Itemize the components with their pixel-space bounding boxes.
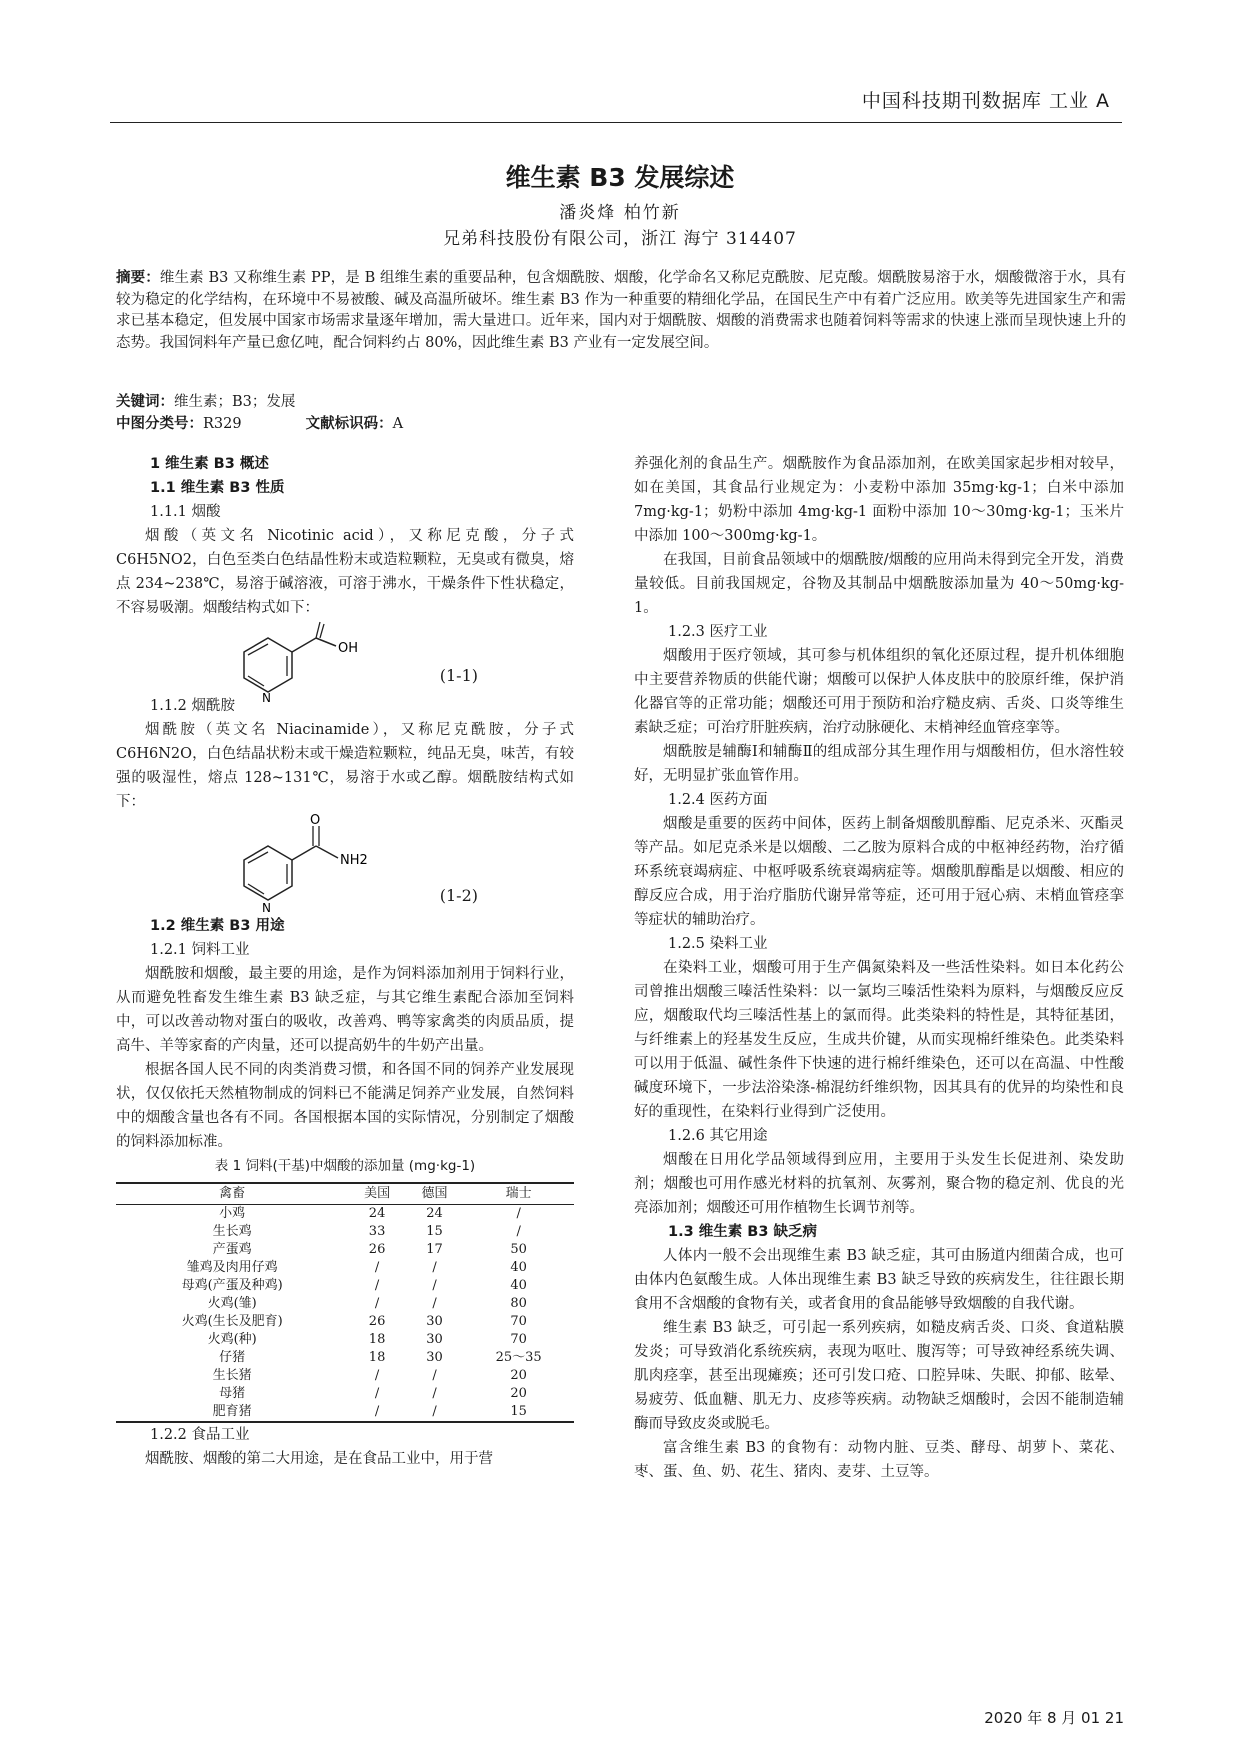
table-header: 瑞士 [463,1183,574,1205]
table-cell: 15 [426,1224,443,1239]
table-cell: 17 [426,1242,443,1257]
left-column [116,452,574,1471]
section-1-2-4-heading: 1.2.4 医药方面 [668,792,768,808]
paragraph: 养强化剂的食品生产。烟酰胺作为食品添加剂，在欧美国家起步相对较早，如在美国，其食品行业规定为：小麦粉中添加 35mg·kg-1；白米中添加 7mg·kg-1；奶粉中添加 4mg·kg-1 面粉中添加 10～30mg·kg-1；玉米片中添加 100～300mg·kg-1。 [634,456,1124,544]
table-cell: 15 [463,1403,574,1422]
table-cell: / [374,1386,380,1401]
table-cell: 30 [426,1350,443,1365]
table-cell: 40 [510,1260,527,1275]
nicotinic-acid-structure [216,620,416,705]
table-cell: 26 [368,1314,386,1329]
paragraph: 在我国，目前食品领域中的烟酰胺/烟酸的应用尚未得到完全开发，消费量较低。目前我国规定，谷物及其制品中烟酰胺添加量为 40～50mg·kg-1。 [634,552,1124,616]
section-1-3-heading: 1.3 维生素 B3 缺乏病 [668,1224,817,1240]
niacin-addition-table [116,1182,574,1423]
table-cell: / [374,1296,380,1311]
paragraph: 维生素 B3 缺乏，可引起一系列疾病，如糙皮病舌炎、口炎、食道粘膜发炎；可导致消化系统疾病，表现为呕吐、腹泻等；可导致神经系统失调、肌肉痉挛，甚至出现瘫痪；还可引发口疮、口腔异味、失眠、抑郁、眩晕、易疲劳、低血糖、肌无力、皮疹等疾病。动物缺乏烟酸时，会因不能制造辅酶而导致皮炎或脱毛。 [634,1320,1124,1432]
table-cell: 20 [510,1368,527,1383]
table-cell: 18 [368,1332,386,1347]
table-row [116,1295,574,1313]
pyridine-ring [244,846,292,900]
journal-name: 中国科技期刊数据库 工业 A [861,90,1110,112]
abstract-label: 摘要： [116,270,160,286]
table-header: 德国 [406,1183,463,1205]
classification [116,412,403,433]
n-atom: N [262,901,271,915]
journal-header [110,84,1122,123]
doc-code-label: 文献标识码： [305,416,393,432]
table-cell: 雏鸡及肉用仔鸡 [186,1260,278,1275]
section-1-2-3-heading: 1.2.3 医疗工业 [668,624,768,640]
table-cell: 24 [368,1206,386,1221]
table-cell: 26 [368,1242,386,1257]
table-row [116,1241,574,1259]
table-cell: / [432,1368,437,1383]
table-cell: 18 [368,1350,386,1365]
article-authors: 潘炎烽 柏竹新 [559,203,681,223]
section-1-2-heading: 1.2 维生素 B3 用途 [150,918,285,934]
table-cell: 50 [510,1242,527,1257]
table-cell: 20 [510,1386,527,1401]
table-cell: 70 [510,1314,527,1329]
table-cell: 生长猪 [212,1368,252,1383]
article-affiliation: 兄弟科技股份有限公司，浙江 海宁 314407 [443,229,797,249]
nh2-label: NH2 [340,853,368,868]
table-cell: 母猪 [219,1386,246,1401]
table-cell: 火鸡(种) [207,1332,257,1347]
formula-number: (1-2) [439,886,478,905]
table-cell: 33 [368,1224,386,1239]
table-header: 美国 [348,1183,405,1205]
paragraph: 烟酰胺（英文名 Niacinamide），又称尼克酰胺，分子式 C6H6N2O，白色结晶状粉末或干燥造粒颗粒，纯品无臭，味苦，有较强的吸湿性，熔点 128~131℃，易溶于水或乙醇。烟酰胺结构式如下： [116,722,574,810]
niacinamide-structure [216,814,416,914]
table-cell: 产蛋鸡 [212,1242,252,1257]
table-cell: / [516,1224,521,1239]
table-cell: 生长鸡 [212,1224,252,1239]
table-cell: 70 [510,1332,527,1347]
keywords [116,390,295,411]
table-header: 禽畜 [116,1183,348,1205]
table-cell: / [348,1403,405,1422]
table-row [116,1205,574,1224]
table-cell: / [432,1386,437,1401]
table-cell: 火鸡(生长及肥育) [181,1314,283,1329]
section-1-1-2-heading: 1.1.2 烟酰胺 [150,698,236,714]
paragraph: 烟酸用于医疗领域，其可参与机体组织的氧化还原过程，提升机体细胞中主要营养物质的供能代谢；烟酸可以保护人体皮肤中的胶原纤维，保护消化器官等的正常功能；烟酸还可用于预防和治疗糙皮病、舌炎、口炎等维生素缺乏症；可治疗肝脏疾病，治疗动脉硬化、末梢神经血管痉挛等。 [634,648,1124,736]
paragraph: 在染料工业，烟酸可用于生产偶氮染料及一些活性染料。如日本化药公司曾推出烟酸三嗪活性染料：以一氯均三嗪活性染料为原料，与烟酸反应反应，烟酸取代均三嗪活性基上的氯而得。此类染料的特性是，其特征基团，与纤维素上的羟基发生反应，生成共价键，从而实现棉纤维染色。此类染料可以用于低温、碱性条件下快速的进行棉纤维染色，还可以在高温、中性酸碱度环境下，一步法浴染涤-棉混纺纤维织物，因其具有的优异的均染性和良好的重现性，在染料行业得到广泛使用。 [634,960,1124,1120]
table-cell: / [432,1278,437,1293]
article-title: 维生素 B3 发展综述 [505,163,735,192]
paragraph: 根据各国人民不同的肉类消费习惯，和各国不同的饲养产业发展现状，仅仅依托天然植物制成的饲料已不能满足饲养产业发展，自然饲料中的烟酸含量也各有不同。各国根据本国的实际情况，分别制定了烟酸的饲料添加标准。 [116,1062,574,1150]
table-row [116,1349,574,1367]
keywords-text: 维生素；B3；发展 [174,394,296,410]
clc-value: R329 [203,416,242,432]
table-cell: 30 [426,1332,443,1347]
table-cell: 40 [510,1278,527,1293]
section-1-2-1-heading: 1.2.1 饲料工业 [150,942,250,958]
table-cell: / [374,1278,380,1293]
section-1-2-6-heading: 1.2.6 其它用途 [668,1128,768,1144]
pyridine-ring [244,638,292,692]
formula-number: (1-1) [439,666,478,685]
n-atom: N [262,691,271,705]
structure-1-1 [116,620,574,705]
table-row [116,1223,574,1241]
table-cell: 肥育猪 [116,1403,348,1422]
table-cell: 25～35 [495,1350,542,1365]
table-cell: / [374,1368,380,1383]
paragraph: 烟酰胺、烟酸的第二大用途，是在食品工业中，用于营 [145,1451,493,1467]
table-cell: 30 [426,1314,443,1329]
table-cell: / [406,1403,463,1422]
paragraph: 烟酰胺和烟酸，最主要的用途，是作为饲料添加剂用于饲料行业，从而避免牲畜发生维生素 B3 缺乏症，与其它维生素配合添加至饲料中，可以改善动物对蛋白的吸收，改善鸡、鸭等家禽类的肉质品质，提高牛、羊等家畜的产肉量，还可以提高奶牛的牛奶产出量。 [116,966,574,1054]
page-footer: 2020 年 8 月 01 21 [984,1709,1124,1727]
table-row [116,1277,574,1295]
o-atom: O [310,813,321,828]
abstract-text: 维生素 B3 又称维生素 PP，是 B 组维生素的重要品种，包含烟酰胺、烟酸，化学命名又称尼克酰胺、尼克酸。烟酰胺易溶于水，烟酸微溶于水，具有较为稳定的化学结构，在环境中不易被酸、碱及高温所破坏。维生素 B3 作为一种重要的精细化学品，在国民生产中有着广泛应用。欧美等先进国家生产和需求已基本稳定，但发展中国家市场需求量逐年增加，需大量进口。近年来，国内对于烟酰胺、烟酸的消费需求也随着饲料等需求的快速上涨而呈现快速上升的态势。我国饲料年产量已愈亿吨，配合饲料约占 80%，因此维生素 B3 产业有一定发展空间。 [116,270,1126,351]
table-cell: / [374,1260,380,1275]
paragraph: 富含维生素 B3 的食物有：动物内脏、豆类、酵母、胡萝卜、菜花、枣、蛋、鱼、奶、花生、猪肉、麦芽、土豆等。 [634,1440,1124,1480]
table-cell: / [432,1296,437,1311]
table-row [116,1367,574,1385]
table-cell: / [516,1206,521,1221]
table-cell: / [432,1260,437,1275]
right-column [634,452,1124,1484]
table-row [116,1385,574,1403]
section-1-1-heading: 1.1 维生素 B3 性质 [150,480,285,496]
table-cell: 小鸡 [219,1206,246,1221]
table-cell: 母鸡(产蛋及种鸡) [181,1278,283,1293]
table-row [116,1331,574,1349]
section-1-1-1-heading: 1.1.1 烟酸 [150,504,221,520]
section-1-2-5-heading: 1.2.5 染料工业 [668,936,768,952]
structure-1-2 [116,814,574,914]
table-caption: 表 1 饲料(干基)中烟酸的添加量 (mg·kg-1) [214,1158,476,1174]
table-row [116,1313,574,1331]
table-cell: 仔猪 [219,1350,246,1365]
table-cell: 火鸡(雏) [207,1296,257,1311]
table-row [116,1259,574,1277]
table-row [116,1403,574,1422]
abstract [116,268,1126,354]
paragraph: 烟酰胺是辅酶Ⅰ和辅酶Ⅱ的组成部分其生理作用与烟酸相仿，但水溶性较好，无明显扩张血管作用。 [634,744,1124,784]
oh-label: OH [338,641,359,656]
paragraph: 烟酸是重要的医药中间体，医药上制备烟酸肌醇酯、尼克杀米、灭酯灵等产品。如尼克杀米是以烟酸、二乙胺为原料合成的中枢神经药物，治疗循环系统衰竭病症、中枢呼吸系统衰竭病症等。烟酸肌醇酯是以烟酸、相应的醇反应合成，用于治疗脂肪代谢异常等症，还可用于冠心病、末梢血管痉挛等症状的辅助治疗。 [634,816,1124,928]
paragraph: 烟酸在日用化学品领域得到应用，主要用于头发生长促进剂、染发助剂；烟酸也可用作感光材料的抗氧剂、灰雾剂，聚合物的稳定剂、优良的光亮添加剂；烟酸还可用作植物生长调节剂等。 [634,1152,1124,1216]
doc-code-value: A [392,416,404,432]
section-1-heading: 1 维生素 B3 概述 [150,456,269,472]
keywords-label: 关键词： [116,394,174,410]
table-cell: 24 [426,1206,443,1221]
table-cell: 80 [510,1296,527,1311]
table-header-row [116,1183,574,1205]
paragraph: 烟酸（英文名 Nicotinic acid），又称尼克酸，分子式 C6H5NO2，白色至类白色结晶性粉末或造粒颗粒，无臭或有微臭，熔点 234~238℃，易溶于碱溶液，可溶于沸水，干燥条件下性状稳定，不容易吸潮。烟酸结构式如下： [116,528,574,616]
section-1-2-2-heading: 1.2.2 食品工业 [150,1427,250,1443]
clc-label: 中图分类号： [116,416,203,432]
paragraph: 人体内一般不会出现维生素 B3 缺乏症，其可由肠道内细菌合成，也可由体内色氨酸生成。人体出现维生素 B3 缺乏导致的疾病发生，往往跟长期食用不含烟酸的食物有关，或者食用的食品能够导致烟酸的自我代谢。 [634,1248,1124,1312]
